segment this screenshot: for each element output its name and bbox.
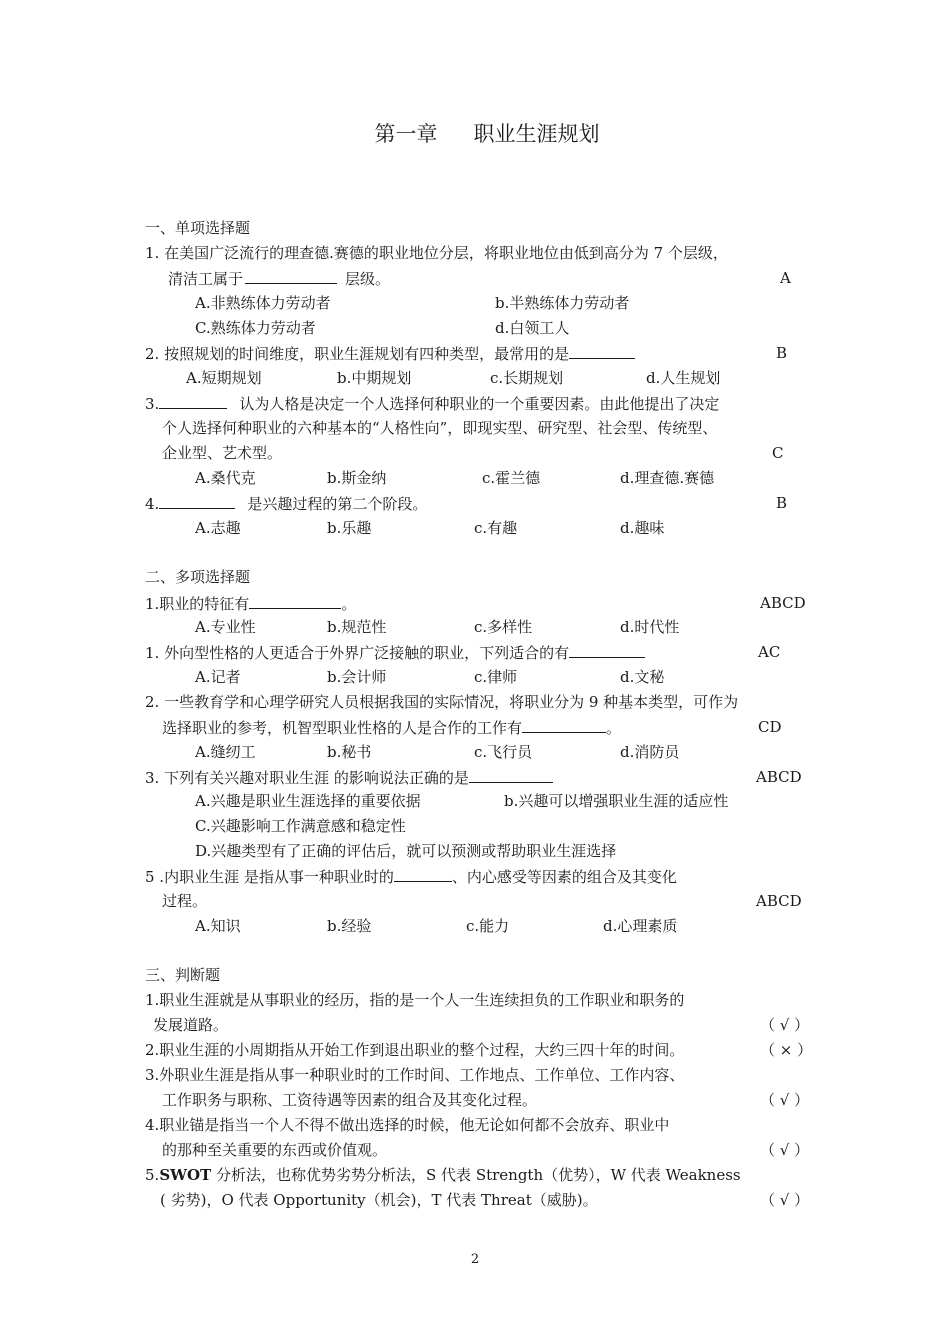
q-text: 4.职业锚是指当一个人不得不做出选择的时候，他无论如何都不会放弃、职业中 xyxy=(145,1116,670,1134)
option: c.霍兰德 xyxy=(482,469,541,487)
option: c.飞行员 xyxy=(474,743,533,761)
q-text: 2. 按照规划的时间维度，职业生涯规划有四种类型，最常用的是 xyxy=(145,344,635,363)
swot-term: SWOT xyxy=(159,1166,212,1184)
option: A.非熟练体力劳动者 xyxy=(195,294,331,312)
option: A.志趣 xyxy=(195,519,241,537)
answer-key: ABCD xyxy=(756,768,802,786)
q-text: 过程。 xyxy=(162,892,208,910)
option: d.时代性 xyxy=(620,618,680,636)
q-text: 3. 下列有关兴趣对职业生涯 的影响说法正确的是 xyxy=(145,768,553,787)
answer-key: ABCD xyxy=(760,594,806,612)
answer-blank xyxy=(569,643,645,658)
chapter-title xyxy=(0,121,950,147)
option: d.理查德.赛德 xyxy=(620,469,715,487)
chapter-number: 第一章 xyxy=(374,122,438,146)
answer-blank xyxy=(159,494,235,509)
q-text: 2.职业生涯的小周期指从开始工作到退出职业的整个过程，大约三四十年的时间。 xyxy=(145,1041,685,1059)
answer-key: CD xyxy=(758,718,782,736)
answer-blank xyxy=(522,718,606,733)
option: C.兴趣影响工作满意感和稳定性 xyxy=(195,817,406,835)
option: c.能力 xyxy=(466,917,510,935)
q-text: 选择职业的参考，机智型职业性格的人是合作的工作有 。 xyxy=(162,719,622,737)
option: b.会计师 xyxy=(327,668,387,686)
q-text: 5.SWOT 分析法，也称优势劣势分析法，S 代表 Strength（优势），W 代表 Weakness xyxy=(145,1166,741,1184)
section-heading-multiple: 二、多项选择题 xyxy=(145,568,251,586)
option: b.乐趣 xyxy=(327,519,372,537)
option: b.中期规划 xyxy=(337,369,412,387)
option: C.熟练体力劳动者 xyxy=(195,319,316,337)
option: b.兴趣可以增强职业生涯的适应性 xyxy=(504,792,729,810)
answer-key: A xyxy=(780,269,791,287)
q-text: 2. 一些教育学和心理学研究人员根据我国的实际情况，将职业分为 9 种基本类型，可作为 xyxy=(145,693,739,711)
answer-key: AC xyxy=(758,643,781,661)
q-text: 1.职业的特征有 。 xyxy=(145,595,357,613)
option: d.白领工人 xyxy=(495,319,570,337)
answer-blank xyxy=(469,768,553,783)
option: d.趣味 xyxy=(620,519,665,537)
option: D.兴趣类型有了正确的评估后，就可以预测或帮助职业生涯选择 xyxy=(195,842,617,860)
answer-blank xyxy=(245,269,337,284)
answer-key: （ √ ） xyxy=(760,1141,810,1159)
option: d.消防员 xyxy=(620,743,680,761)
option: d.心理素质 xyxy=(603,917,678,935)
option: c.律师 xyxy=(474,668,518,686)
q-text: 4. 是兴趣过程的第二个阶段。 xyxy=(145,495,428,513)
section-heading-judgement: 三、判断题 xyxy=(145,966,221,984)
option: b.半熟练体力劳动者 xyxy=(495,294,630,312)
option: A.桑代克 xyxy=(195,469,256,487)
option: b.经验 xyxy=(327,917,372,935)
q-text: 工作职务与职称、工资待遇等因素的组合及其变化过程。 xyxy=(162,1091,538,1109)
q-text: 1.职业生涯就是从事职业的经历，指的是一个人一生连续担负的工作职业和职务的 xyxy=(145,991,685,1009)
answer-key: （ √ ） xyxy=(760,1091,810,1109)
page-number: 2 xyxy=(470,1252,480,1267)
q-text: 1. 外向型性格的人更适合于外界广泛接触的职业，下列适合的有 xyxy=(145,643,645,662)
answer-key: B xyxy=(776,344,788,362)
q-text: 发展道路。 xyxy=(153,1016,229,1034)
answer-key: （ √ ） xyxy=(760,1016,810,1034)
option: A.兴趣是职业生涯选择的重要依据 xyxy=(195,792,421,810)
answer-blank xyxy=(249,594,341,609)
q-text: 个人选择何种职业的六种基本的“人格性向”，即现实型、研究型、社会型、传统型、 xyxy=(162,419,718,437)
section-heading-single: 一、单项选择题 xyxy=(145,219,251,237)
option: A.缝纫工 xyxy=(195,743,256,761)
option: A.专业性 xyxy=(195,618,256,636)
q-text: 3. 认为人格是决定一个人选择何种职业的一个重要因素。由此他提出了决定 xyxy=(145,395,720,413)
q-text: 企业型、艺术型。 xyxy=(162,444,283,462)
q-text: 3.外职业生涯是指从事一种职业时的工作时间、工作地点、工作单位、工作内容、 xyxy=(145,1066,685,1084)
answer-key: （ √ ） xyxy=(760,1191,810,1209)
option: A.短期规划 xyxy=(186,369,262,387)
answer-blank xyxy=(159,394,227,409)
option: d.文秘 xyxy=(620,668,665,686)
answer-key: B xyxy=(776,494,788,512)
option: c.有趣 xyxy=(474,519,518,537)
option: c.长期规划 xyxy=(490,369,564,387)
option: b.秘书 xyxy=(327,743,372,761)
option: b.规范性 xyxy=(327,618,387,636)
option: c.多样性 xyxy=(474,618,533,636)
option: A.记者 xyxy=(195,668,241,686)
option: d.人生规划 xyxy=(646,369,721,387)
option: A.知识 xyxy=(195,917,241,935)
q-text: 5 .内职业生涯 是指从事一种职业时的 、内心感受等因素的组合及其变化 xyxy=(145,868,677,886)
answer-blank xyxy=(569,344,635,359)
q-text: 清洁工属于 层级。 xyxy=(168,270,391,288)
answer-key: （ × ） xyxy=(760,1041,813,1059)
q-text: 的那种至关重要的东西或价值观。 xyxy=(162,1141,388,1159)
answer-key: C xyxy=(772,444,784,462)
option: b.斯金纳 xyxy=(327,469,387,487)
answer-blank xyxy=(394,867,452,882)
q-text: 1. 在美国广泛流行的理查德.赛德的职业地位分层，将职业地位由低到高分为 7 个层级， xyxy=(145,244,728,262)
q-text: ( 劣势)，O 代表 Opportunity（机会)，T 代表 Threat（威胁)。 xyxy=(160,1191,598,1209)
answer-key: ABCD xyxy=(756,892,802,910)
chapter-name: 职业生涯规划 xyxy=(473,122,600,146)
